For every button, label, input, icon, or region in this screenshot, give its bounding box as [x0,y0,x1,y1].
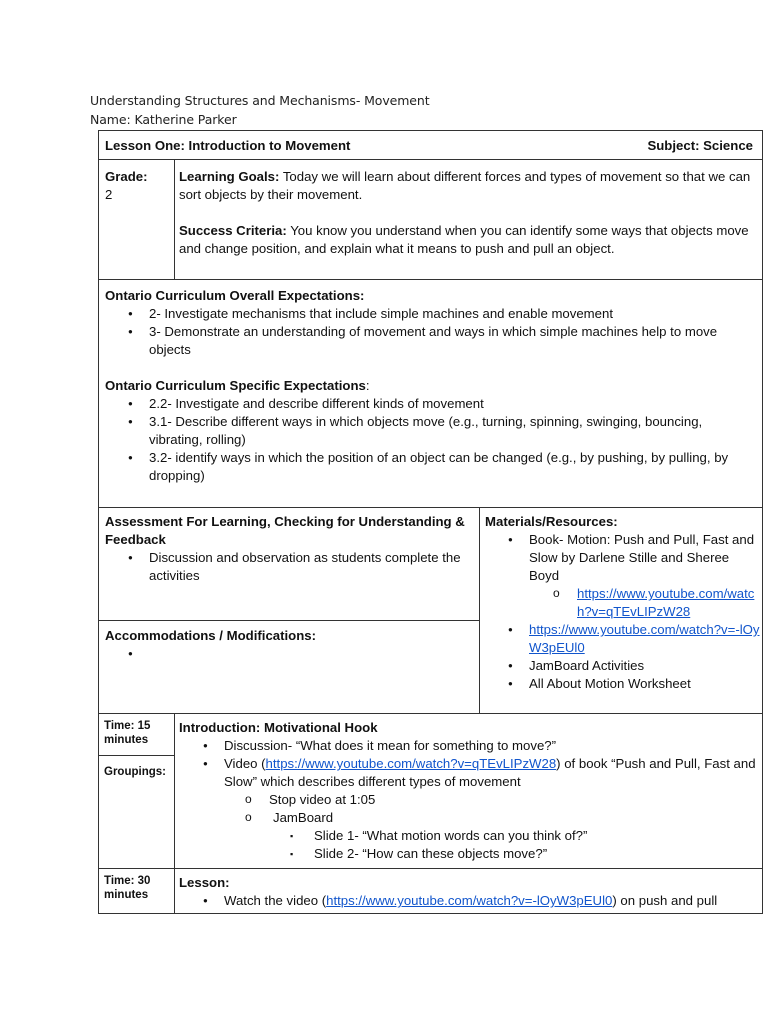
watch-prefix: Watch the video ( [224,893,327,908]
author-name: Name: Katherine Parker [90,112,237,127]
push-pull-video-link[interactable]: https://www.youtube.com/watch?v=-lOyW3pEUl0 [529,622,760,655]
learning-goals-text: Today we will learn about different forces and types of movement so that we can sort objects by their movement. [179,169,751,202]
grade-value: 2 [105,187,113,202]
specific-expectations-list [105,395,755,485]
watch-suffix: ) on push and pull [612,893,718,908]
list-item: ● Discussion- “What does it mean for something to move?” [224,737,756,755]
materials-cell [480,508,762,693]
grade-label: Grade: [105,169,148,184]
list-item: ● 3.1- Describe different ways in which objects move (e.g., turning, spinning, swinging, bouncing, vibrating, rolling) [149,413,755,449]
list-item: o Stop video at 1:05 [269,791,756,809]
intro-video-link[interactable]: https://www.youtube.com/watch?v=qTEvLIPzW28 [265,756,557,771]
materials-list-2 [485,621,762,693]
introduction-row [98,713,763,869]
assessment-list [105,549,471,585]
list-item [224,755,756,791]
materials-list [485,531,762,585]
curriculum-row [98,279,763,508]
specific-expectations-heading [105,377,755,395]
goals-row [98,159,763,280]
list-item: ● JamBoard Activities [529,657,762,675]
accommodations-list [105,645,471,663]
materials-sublist [485,585,762,621]
lesson-list [179,892,756,910]
lesson-cell [175,869,762,910]
list-item [577,585,762,621]
video-prefix: Video ( [224,756,266,771]
list-item: ● Book- Motion: Push and Pull, Fast and Slow by Darlene Stille and Sheree Boyd [529,531,762,585]
assessment-cell [99,508,480,621]
colon: : [365,378,370,393]
list-item: ▪ Slide 1- “What motion words can you think of?” [314,827,756,845]
learning-goals-label: Learning Goals: [179,169,280,184]
success-criteria-label: Success Criteria: [179,223,287,238]
list-item: ● All About Motion Worksheet [529,675,762,693]
intro-title: Introduction: Motivational Hook [179,720,378,735]
list-item: ● 2- Investigate mechanisms that include simple machines and enable movement [149,305,755,323]
groupings-label: Groupings: [99,755,175,868]
book-video-link[interactable]: https://www.youtube.com/watch?v=qTEvLIPzW28 [577,586,755,619]
intro-sublist [179,791,756,827]
overall-expectations-label: Ontario Curriculum Overall Expectations: [105,288,365,303]
list-item [224,892,756,910]
curriculum-cell [105,287,755,485]
list-item: ● 3.2- identify ways in which the position of an object can be changed (e.g., by pushing, by pulling, by dropping) [149,449,755,485]
list-item [529,621,762,657]
list-item: ● 2.2- Investigate and describe different kinds of movement [149,395,755,413]
list-item: ● 3- Demonstrate an understanding of movement and ways in which simple machines help to move objects [149,323,755,359]
intro-list [179,737,756,791]
accommodations-cell [99,620,480,713]
goals-cell [175,160,762,258]
intro-cell [175,714,762,863]
lesson-time: Time: 30 minutes [99,869,175,913]
lesson-row [98,868,763,914]
specific-expectations-label: Ontario Curriculum Specific Expectations [105,378,366,393]
accommodations-label: Accommodations / Modifications: [105,628,317,643]
grade-cell [99,160,175,279]
learning-goals [179,168,756,204]
subject-label: Subject: Science [647,138,753,153]
list-item: ● Discussion and observation as students complete the activities [149,549,471,585]
list-item: ▪ Slide 2- “How can these objects move?” [314,845,756,863]
document-title: Understanding Structures and Mechanisms- Movement [90,93,430,108]
overall-expectations-list [105,305,755,359]
video-suffix: ) of book “Push and Pull, Fast and Slow” which describes different types of movement [224,756,756,789]
lesson-video-link[interactable]: https://www.youtube.com/watch?v=-lOyW3pEUl0 [326,893,613,908]
jamboard-slides-list [179,827,756,863]
lesson-title-label: Lesson: [179,875,230,890]
list-item: o JamBoard [269,809,756,827]
list-item [149,645,471,663]
intro-time: Time: 15 minutes [99,714,175,756]
success-criteria [179,222,756,258]
assessment-label: Assessment For Learning, Checking for Understanding & Feedback [105,514,465,547]
assessment-materials-row [98,507,763,714]
lesson-title: Lesson One: Introduction to Movement [105,138,351,153]
materials-label: Materials/Resources: [485,514,618,529]
lesson-title-row [98,130,763,160]
success-criteria-text: You know you understand when you can identify some ways that objects move and change position, and explain what it means to push and pull an object. [179,223,749,256]
